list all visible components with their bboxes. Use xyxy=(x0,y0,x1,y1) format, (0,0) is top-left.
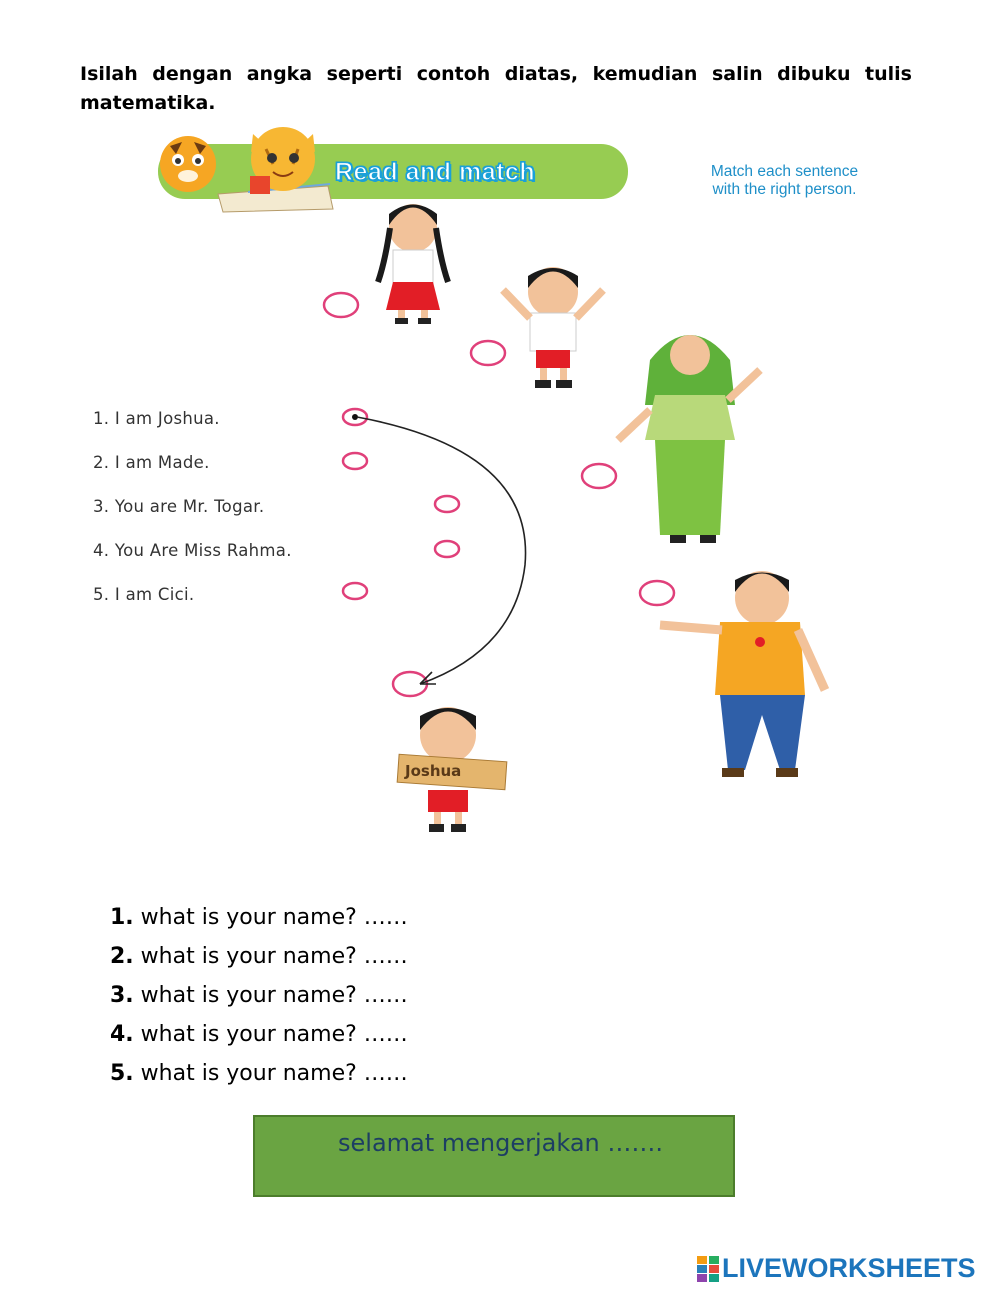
sentence-circle xyxy=(343,453,367,469)
question-number: 2. xyxy=(110,944,134,969)
closing-text: selamat mengerjakan ……. xyxy=(338,1129,664,1157)
man-figure xyxy=(660,571,825,777)
question-number: 3. xyxy=(110,983,134,1008)
question-number: 1. xyxy=(110,905,134,930)
answer-circle xyxy=(471,341,505,365)
liveworksheets-icon xyxy=(697,1256,719,1282)
question-item[interactable] xyxy=(110,937,408,976)
sentence-item: 1. I am Joshua. xyxy=(93,409,220,428)
question-item[interactable] xyxy=(110,1015,408,1054)
answer-circle xyxy=(324,293,358,317)
exercise-title: Read and match xyxy=(335,158,536,186)
task-hint-line: with the right person. xyxy=(712,181,857,198)
sentence-item: 2. I am Made. xyxy=(93,453,210,472)
sentence-item: 4. You Are Miss Rahma. xyxy=(93,541,292,560)
sentence-list xyxy=(93,406,292,626)
sentence-circle xyxy=(343,583,367,599)
answer-circle xyxy=(640,581,674,605)
boy-waving-figure xyxy=(503,267,603,388)
answer-circle xyxy=(582,464,616,488)
question-text: what is your name? …… xyxy=(140,905,408,930)
question-text: what is your name? …… xyxy=(140,1061,408,1086)
question-item[interactable] xyxy=(110,1054,408,1093)
task-hint-line: Match each sentence xyxy=(710,163,859,180)
question-item[interactable] xyxy=(110,976,408,1015)
question-item[interactable] xyxy=(110,898,408,937)
brand-text: LIVEWORKSHEETS xyxy=(722,1253,976,1283)
instruction-text: Isilah dengan angka seperti contoh diatas, kemudian salin dibuku tulis matematika. xyxy=(80,63,912,114)
sentence-circle xyxy=(435,496,459,512)
question-text: what is your name? …… xyxy=(140,1022,408,1047)
question-text: what is your name? …… xyxy=(140,983,408,1008)
question-number: 5. xyxy=(110,1061,134,1086)
woman-hijab-figure xyxy=(618,335,760,543)
question-number: 4. xyxy=(110,1022,134,1047)
name-card-text: Joshua xyxy=(405,762,462,780)
girl-figure xyxy=(378,204,448,324)
question-text: what is your name? …… xyxy=(140,944,408,969)
sentence-item: 5. I am Cici. xyxy=(93,585,195,604)
question-list xyxy=(110,898,408,1093)
sentence-item: 3. You are Mr. Togar. xyxy=(93,497,265,516)
closing-banner xyxy=(253,1115,735,1197)
brand-logo xyxy=(697,1253,976,1284)
sentence-circle xyxy=(435,541,459,557)
